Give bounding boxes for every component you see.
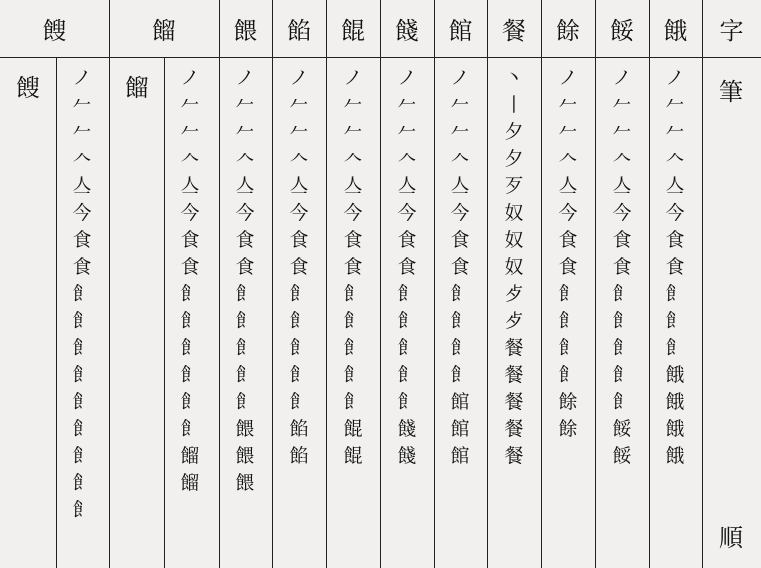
stroke-step: 食: [289, 229, 309, 251]
stroke-step: ノ: [343, 67, 363, 89]
stroke-step: 亼: [235, 175, 255, 197]
stroke-step: 今: [665, 202, 685, 224]
stroke-step: 𠂉: [665, 94, 685, 116]
stroke-step: 飠: [397, 391, 417, 413]
stroke-column-5: [333, 57, 373, 470]
stroke-step: 館: [450, 418, 470, 440]
stroke-step: 𠆢: [289, 148, 309, 170]
stroke-step: 飠: [180, 391, 200, 413]
divider: [109, 0, 110, 568]
stroke-column-1: [62, 57, 102, 524]
stroke-step: 食: [450, 256, 470, 278]
stroke-step: 餡: [289, 418, 309, 440]
stroke-step: 歹: [504, 175, 524, 197]
stroke-step: 奴: [504, 229, 524, 251]
stroke-step: 飠: [343, 283, 363, 305]
stroke-step: 飠: [450, 283, 470, 305]
stroke-step: 餓: [665, 391, 685, 413]
stroke-step: 食: [558, 229, 578, 251]
header-char-5: 餛: [341, 17, 365, 45]
stroke-step: 餓: [665, 445, 685, 467]
stroke-step: 食: [72, 256, 92, 278]
divider: [595, 0, 596, 568]
stroke-step: 亼: [665, 175, 685, 197]
stroke-step: 飠: [235, 283, 255, 305]
stroke-step: 𠂉: [558, 94, 578, 116]
stroke-step: 飠: [612, 283, 632, 305]
stroke-label-bottom: 順: [719, 524, 743, 552]
stroke-column-8: [494, 57, 534, 470]
stroke-step: 餓: [665, 364, 685, 386]
stroke-step: 餘: [558, 418, 578, 440]
stroke-step: 餞: [397, 418, 417, 440]
stroke-step: 𠂉: [180, 94, 200, 116]
stroke-step: 亼: [343, 175, 363, 197]
stroke-step: ノ: [665, 67, 685, 89]
stroke-step: 餵: [235, 445, 255, 467]
stroke-step: 今: [397, 202, 417, 224]
stroke-step: 食: [72, 229, 92, 251]
stroke-step: 飠: [612, 310, 632, 332]
stroke-step: 食: [235, 229, 255, 251]
stroke-step: 夕: [504, 121, 524, 143]
header-char-4: 餡: [287, 17, 311, 45]
stroke-step: 食: [235, 256, 255, 278]
stroke-step: 飠: [289, 337, 309, 359]
stroke-step: 飠: [343, 391, 363, 413]
stroke-step: 飠: [665, 283, 685, 305]
stroke-step: 𠂉: [558, 121, 578, 143]
stroke-step: 食: [180, 229, 200, 251]
stroke-step: 今: [450, 202, 470, 224]
stroke-step: 𠂉: [180, 121, 200, 143]
header-char-8: 餐: [502, 17, 526, 45]
stroke-step: 飠: [450, 310, 470, 332]
stroke-step: 食: [665, 229, 685, 251]
stroke-step: ノ: [558, 67, 578, 89]
stroke-step: 餓: [665, 418, 685, 440]
stroke-step: 飠: [72, 283, 92, 305]
stroke-step: 飠: [558, 310, 578, 332]
stroke-step: 餐: [504, 445, 524, 467]
divider: [164, 57, 165, 568]
stroke-step: 飠: [343, 337, 363, 359]
divider: [541, 0, 542, 568]
stroke-step: 餞: [397, 445, 417, 467]
header-char-6: 餞: [395, 17, 419, 45]
stroke-column-2: [170, 57, 210, 497]
stroke-step: 夕: [504, 148, 524, 170]
stroke-step: 丶: [504, 67, 524, 89]
stroke-column-4: [279, 57, 319, 470]
stroke-step: 飠: [180, 283, 200, 305]
stroke-step: 𠂉: [343, 121, 363, 143]
stroke-step: 𠆢: [397, 148, 417, 170]
stroke-step: 餒: [612, 418, 632, 440]
header-char-7: 館: [448, 17, 473, 45]
stroke-step: 亼: [397, 175, 417, 197]
stroke-step: 餐: [504, 364, 524, 386]
divider: [434, 0, 435, 568]
stroke-step: 飠: [612, 391, 632, 413]
stroke-step: 丨: [504, 94, 524, 116]
stroke-step: 飠: [72, 391, 92, 413]
divider: [272, 0, 273, 568]
stroke-step: 食: [558, 256, 578, 278]
stroke-step: 𠂉: [450, 121, 470, 143]
stroke-step: 𠂉: [72, 121, 92, 143]
stroke-step: 𠂉: [450, 94, 470, 116]
stroke-step: 餡: [289, 445, 309, 467]
stroke-step: 館: [450, 445, 470, 467]
stroke-step: 𠆢: [665, 148, 685, 170]
stroke-step: 飠: [72, 472, 92, 494]
stroke-step: 食: [612, 256, 632, 278]
stroke-step: 亼: [289, 175, 309, 197]
stroke-step: 食: [397, 256, 417, 278]
stroke-step: 𠂉: [665, 121, 685, 143]
stroke-step: 今: [558, 202, 578, 224]
stroke-step: 𠂉: [289, 94, 309, 116]
stroke-step: 食: [180, 256, 200, 278]
stroke-step: 今: [180, 202, 200, 224]
stroke-step: 奴: [504, 256, 524, 278]
stroke-step: 飠: [450, 337, 470, 359]
stroke-step: 飠: [612, 364, 632, 386]
stroke-step: 今: [343, 202, 363, 224]
stroke-step: 飠: [397, 337, 417, 359]
stroke-step: 亼: [72, 175, 92, 197]
stroke-step: ノ: [397, 67, 417, 89]
stroke-step: 飠: [450, 364, 470, 386]
stroke-column-11: [655, 57, 695, 470]
full-char-2: 餾: [125, 74, 149, 102]
stroke-step: 今: [72, 202, 92, 224]
stroke-step: 𠆢: [235, 148, 255, 170]
stroke-step: 奴: [504, 202, 524, 224]
stroke-step: 食: [397, 229, 417, 251]
stroke-step: 餾: [180, 472, 200, 494]
stroke-step: 今: [235, 202, 255, 224]
stroke-step: 𠂉: [289, 121, 309, 143]
stroke-step: ノ: [289, 67, 309, 89]
stroke-step: 𠆢: [558, 148, 578, 170]
stroke-step: 𠆢: [612, 148, 632, 170]
stroke-step: 飠: [558, 337, 578, 359]
stroke-step: 今: [612, 202, 632, 224]
stroke-column-3: [225, 57, 265, 497]
stroke-step: 飠: [397, 283, 417, 305]
stroke-step: 亼: [558, 175, 578, 197]
stroke-step: 飠: [289, 283, 309, 305]
stroke-step: 飠: [72, 499, 92, 521]
stroke-step: 𠆢: [450, 148, 470, 170]
full-char-1: 餿: [16, 74, 40, 102]
stroke-step: 食: [289, 256, 309, 278]
divider: [219, 0, 220, 568]
stroke-step: 歺: [504, 310, 524, 332]
stroke-step: 飠: [235, 391, 255, 413]
stroke-step: 餐: [504, 337, 524, 359]
stroke-step: 𠂉: [612, 94, 632, 116]
stroke-column-10: [602, 57, 642, 470]
stroke-step: 𠂉: [72, 94, 92, 116]
divider: [326, 0, 327, 568]
stroke-step: 飠: [235, 364, 255, 386]
stroke-step: 餵: [235, 472, 255, 494]
stroke-step: 飠: [72, 418, 92, 440]
header-char-2: 餾: [152, 17, 176, 45]
stroke-step: 飠: [558, 364, 578, 386]
stroke-step: 飠: [665, 337, 685, 359]
stroke-step: 飠: [180, 337, 200, 359]
stroke-step: 𠂉: [397, 121, 417, 143]
stroke-step: 餛: [343, 418, 363, 440]
stroke-step: 亼: [180, 175, 200, 197]
stroke-column-7: [440, 57, 480, 470]
stroke-step: 𠆢: [343, 148, 363, 170]
stroke-step: ノ: [235, 67, 255, 89]
stroke-step: 飠: [665, 310, 685, 332]
stroke-step: 飠: [72, 337, 92, 359]
divider: [380, 0, 381, 568]
stroke-step: 飠: [612, 337, 632, 359]
stroke-step: 亼: [612, 175, 632, 197]
stroke-step: 餒: [612, 445, 632, 467]
stroke-step: 𠂉: [235, 94, 255, 116]
stroke-step: 飠: [235, 337, 255, 359]
divider: [487, 0, 488, 568]
stroke-step: 食: [665, 256, 685, 278]
stroke-step: 𠂉: [343, 94, 363, 116]
stroke-step: ノ: [72, 67, 92, 89]
stroke-step: 飠: [289, 364, 309, 386]
stroke-step: 食: [343, 256, 363, 278]
stroke-step: 飠: [72, 445, 92, 467]
stroke-step: 𠂉: [612, 121, 632, 143]
divider: [702, 0, 703, 568]
stroke-step: 𠂉: [235, 121, 255, 143]
stroke-step: 飠: [397, 310, 417, 332]
stroke-step: 今: [289, 202, 309, 224]
stroke-step: 館: [450, 391, 470, 413]
stroke-step: 飠: [289, 310, 309, 332]
header-char-10: 餒: [610, 17, 634, 45]
stroke-step: 餾: [180, 445, 200, 467]
stroke-step: ノ: [180, 67, 200, 89]
stroke-step: 飠: [235, 310, 255, 332]
stroke-step: 飠: [180, 310, 200, 332]
header-char-11: 餓: [663, 17, 688, 45]
stroke-step: 餐: [504, 418, 524, 440]
stroke-step: 𠆢: [180, 148, 200, 170]
stroke-step: 飠: [180, 418, 200, 440]
header-char-1: 餿: [42, 17, 67, 45]
header-char-9: 餘: [556, 17, 580, 45]
stroke-step: 歺: [504, 283, 524, 305]
stroke-step: 餘: [558, 391, 578, 413]
stroke-step: 飠: [343, 364, 363, 386]
divider: [649, 0, 650, 568]
stroke-step: 食: [450, 229, 470, 251]
stroke-step: 飠: [72, 364, 92, 386]
stroke-step: 飠: [72, 310, 92, 332]
stroke-step: 飠: [558, 283, 578, 305]
stroke-label-top: 筆: [719, 78, 743, 106]
stroke-step: 亼: [450, 175, 470, 197]
stroke-step: 飠: [180, 364, 200, 386]
stroke-step: ノ: [450, 67, 470, 89]
header-char-3: 餵: [233, 17, 258, 45]
stroke-column-9: [548, 57, 588, 443]
stroke-step: 餐: [504, 391, 524, 413]
header-label: 字: [719, 17, 744, 45]
stroke-step: 餵: [235, 418, 255, 440]
stroke-step: 𠂉: [397, 94, 417, 116]
divider: [56, 57, 57, 568]
stroke-step: 食: [612, 229, 632, 251]
stroke-step: 飠: [343, 310, 363, 332]
stroke-step: 飠: [397, 364, 417, 386]
stroke-column-6: [387, 57, 427, 470]
stroke-step: 餛: [343, 445, 363, 467]
stroke-step: 飠: [289, 391, 309, 413]
stroke-step: 食: [343, 229, 363, 251]
stroke-step: ノ: [612, 67, 632, 89]
stroke-step: 𠆢: [72, 148, 92, 170]
